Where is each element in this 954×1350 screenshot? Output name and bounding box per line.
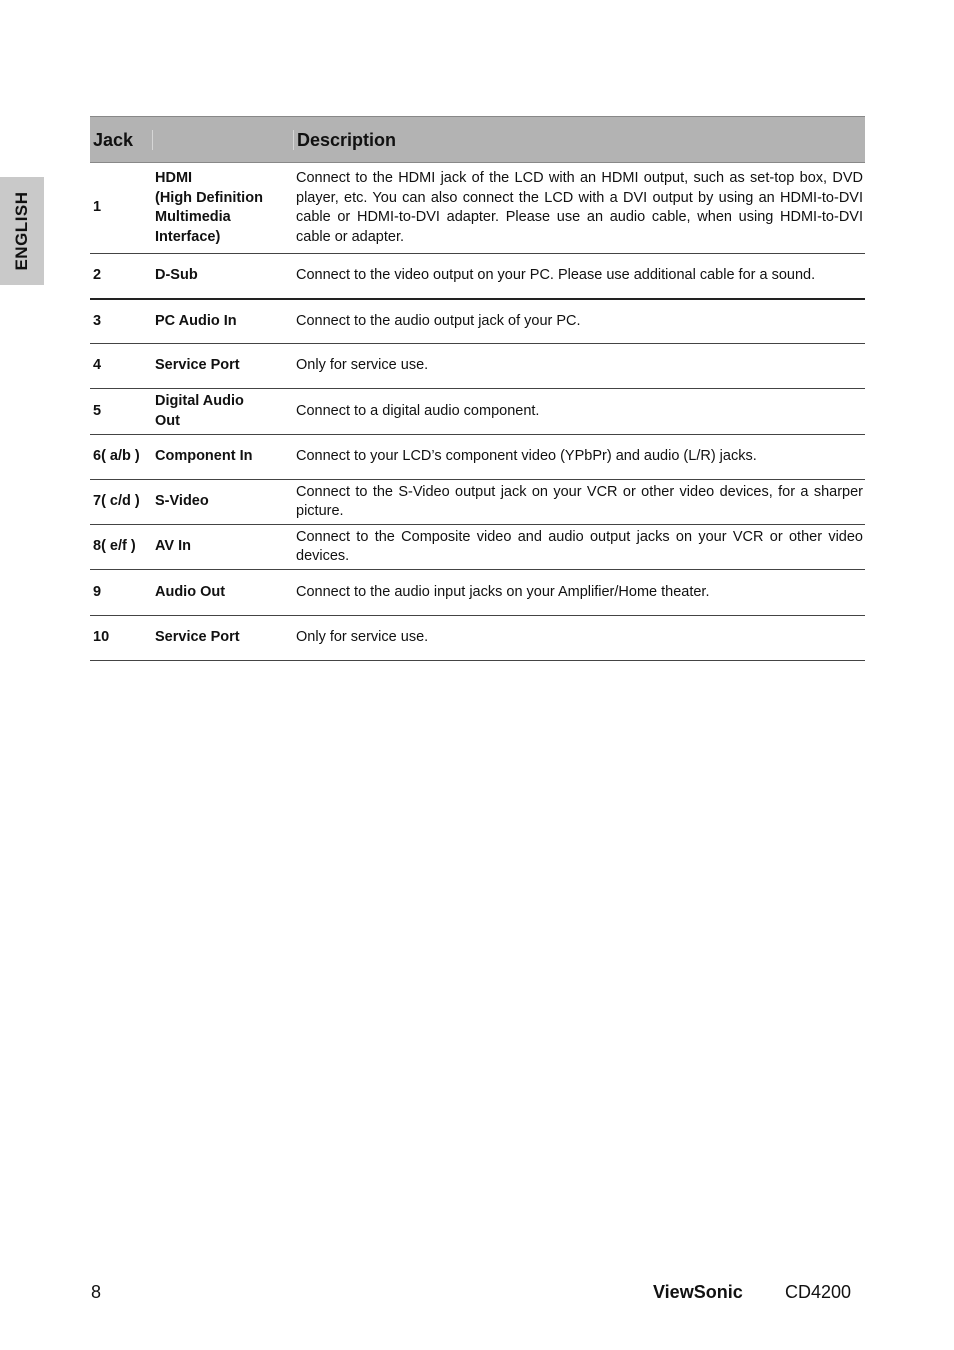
jack-name-line: Out xyxy=(155,412,180,429)
jack-description: Connect to the S-Video output jack on your VCR or other video devices, for a sharper picture. xyxy=(293,480,865,525)
jack-number: 5 xyxy=(90,389,152,435)
table-row xyxy=(90,299,865,344)
table-row xyxy=(90,525,865,570)
jack-name-line: Service Port xyxy=(155,357,240,374)
jack-name xyxy=(152,254,293,299)
jack-name-line: (High Definition xyxy=(155,189,263,206)
jack-description: Connect to the HDMI jack of the LCD with an HDMI output, such as set-top box, DVD player, etc. You can also connect the LCD with a DVI output by using an HDMI-to-DVI cable or HDMI-to-DVI adapter. Please use an audio cable, when using HDMI-to-DVI cable or adapter. xyxy=(293,163,865,254)
jack-name-line: S-Video xyxy=(155,493,209,510)
table-row xyxy=(90,344,865,389)
table-row xyxy=(90,480,865,525)
jack-number: 8( e/f ) xyxy=(90,525,152,570)
jack-number: 10 xyxy=(90,616,152,661)
header-description: Description xyxy=(293,117,865,163)
jack-name-line: HDMI xyxy=(155,170,193,186)
table-header-row xyxy=(90,117,865,163)
jack-name xyxy=(152,480,293,525)
jack-name-line: Service Port xyxy=(155,629,240,646)
jack-description-table xyxy=(90,116,865,661)
jack-description: Only for service use. xyxy=(293,344,865,389)
jack-name xyxy=(152,616,293,661)
jack-name xyxy=(152,299,293,344)
jack-number: 3 xyxy=(90,299,152,344)
jack-number: 6( a/b ) xyxy=(90,435,152,480)
jack-name-line: AV In xyxy=(155,538,191,555)
jack-name-line: Interface) xyxy=(155,228,221,245)
jack-name-line: Digital Audio xyxy=(155,393,244,409)
table-row xyxy=(90,163,865,254)
jack-description: Connect to the video output on your PC. Please use additional cable for a sound. xyxy=(293,254,865,299)
jack-number: 9 xyxy=(90,570,152,616)
jack-name xyxy=(152,163,293,254)
jack-description: Connect to the audio input jacks on your Amplifier/Home theater. xyxy=(293,570,865,616)
jack-name-line: Component In xyxy=(155,448,253,465)
table-row xyxy=(90,616,865,661)
jack-number: 2 xyxy=(90,254,152,299)
jack-name xyxy=(152,389,293,435)
jack-description: Connect to your LCD’s component video (YPbPr) and audio (L/R) jacks. xyxy=(293,435,865,480)
jack-number: 1 xyxy=(90,163,152,254)
jack-number: 7( c/d ) xyxy=(90,480,152,525)
jack-description: Only for service use. xyxy=(293,616,865,661)
header-jack: Jack xyxy=(90,117,152,163)
page-number: 8 xyxy=(91,1282,102,1302)
jack-name xyxy=(152,344,293,389)
jack-description: Connect to the Composite video and audio output jacks on your VCR or other video devices. xyxy=(293,525,865,570)
language-side-tab xyxy=(0,177,44,285)
jack-name xyxy=(152,570,293,616)
jack-name-line: PC Audio In xyxy=(155,312,237,329)
header-blank xyxy=(152,117,293,163)
jack-description: Connect to a digital audio component. xyxy=(293,389,865,435)
jack-number: 4 xyxy=(90,344,152,389)
footer-brand: ViewSonic xyxy=(653,1282,743,1302)
jack-description: Connect to the audio output jack of your PC. xyxy=(293,299,865,344)
jack-name xyxy=(152,435,293,480)
jack-name-line: Audio Out xyxy=(155,583,226,600)
table-row xyxy=(90,254,865,299)
table-row xyxy=(90,435,865,480)
footer-model: CD4200 xyxy=(785,1282,852,1302)
jack-name-line: Multimedia xyxy=(155,209,231,225)
jack-name-line: D-Sub xyxy=(155,267,198,283)
table-row xyxy=(90,389,865,435)
jack-name xyxy=(152,525,293,570)
table-row xyxy=(90,570,865,616)
language-tab-label: ENGLISH xyxy=(12,191,31,271)
